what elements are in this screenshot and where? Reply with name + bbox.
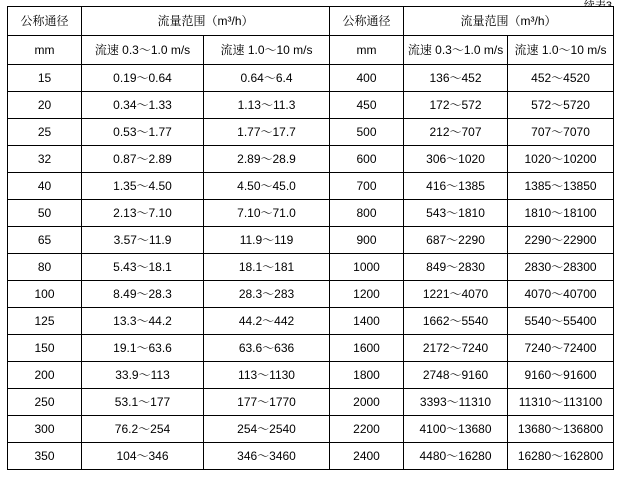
cell-flow-high-left: 346～3460 [204,443,330,470]
cell-flow-low-right: 4480～16280 [404,443,508,470]
cell-flow-low-left: 5.43～18.1 [82,254,204,281]
cell-flow-low-left: 13.3～44.2 [82,308,204,335]
cell-flow-low-left: 1.35～4.50 [82,173,204,200]
cell-diameter-right: 1400 [330,308,404,335]
cell-diameter-left: 25 [8,119,82,146]
cell-diameter-right: 2400 [330,443,404,470]
header-velocity-high-left: 流速 1.0～10 m/s [204,36,330,65]
cell-flow-low-left: 104～346 [82,443,204,470]
cell-flow-high-left: 63.6～636 [204,335,330,362]
cell-diameter-right: 400 [330,65,404,92]
cell-flow-low-right: 3393～11310 [404,389,508,416]
cell-flow-low-right: 306～1020 [404,146,508,173]
table-row [8,65,614,92]
cell-flow-low-left: 0.87～2.89 [82,146,204,173]
cell-diameter-left: 125 [8,308,82,335]
cell-flow-low-right: 2172～7240 [404,335,508,362]
cell-flow-high-left: 7.10～71.0 [204,200,330,227]
cell-diameter-right: 900 [330,227,404,254]
table-row [8,254,614,281]
cell-diameter-right: 2000 [330,389,404,416]
cell-flow-high-left: 18.1～181 [204,254,330,281]
table-row [8,308,614,335]
table-row [8,119,614,146]
header-velocity-high-right: 流速 1.0～10 m/s [508,36,614,65]
cell-flow-low-left: 19.1～63.6 [82,335,204,362]
cell-flow-high-left: 44.2～442 [204,308,330,335]
table-row [8,389,614,416]
cell-diameter-right: 600 [330,146,404,173]
cell-flow-low-right: 2748～9160 [404,362,508,389]
cell-flow-low-left: 76.2～254 [82,416,204,443]
header-flow-range-left: 流量范围（m³/h） [82,7,330,36]
table-row [8,173,614,200]
cell-diameter-left: 80 [8,254,82,281]
cell-flow-high-left: 177～1770 [204,389,330,416]
cell-diameter-left: 65 [8,227,82,254]
cell-flow-high-left: 1.77～17.7 [204,119,330,146]
header-nominal-diameter-right: 公称通径 [330,7,404,36]
table-row [8,443,614,470]
header-velocity-low-left: 流速 0.3～1.0 m/s [82,36,204,65]
table-row [8,335,614,362]
flow-range-table [7,6,614,470]
cell-flow-high-right: 11310～113100 [508,389,614,416]
table-header-row-1 [8,7,614,36]
cell-diameter-left: 32 [8,146,82,173]
table-row [8,227,614,254]
cell-flow-low-left: 0.19～0.64 [82,65,204,92]
cell-diameter-left: 150 [8,335,82,362]
cell-flow-high-right: 13680～136800 [508,416,614,443]
header-unit-mm-right: mm [330,36,404,65]
cell-flow-high-right: 1810～18100 [508,200,614,227]
cell-flow-high-left: 1.13～11.3 [204,92,330,119]
cell-flow-low-left: 0.53～1.77 [82,119,204,146]
cell-diameter-left: 200 [8,362,82,389]
cell-diameter-right: 2200 [330,416,404,443]
table-header [8,7,614,65]
header-flow-range-right: 流量范围（m³/h） [404,7,614,36]
table-row [8,200,614,227]
cell-diameter-left: 15 [8,65,82,92]
table-row [8,92,614,119]
cell-flow-high-right: 452～4520 [508,65,614,92]
cell-flow-high-left: 28.3～283 [204,281,330,308]
cell-diameter-right: 1200 [330,281,404,308]
cell-diameter-left: 50 [8,200,82,227]
cell-flow-low-right: 543～1810 [404,200,508,227]
cell-flow-low-left: 2.13～7.10 [82,200,204,227]
cell-diameter-left: 20 [8,92,82,119]
cell-flow-low-right: 1662～5540 [404,308,508,335]
cell-flow-low-left: 33.9～113 [82,362,204,389]
cell-flow-low-left: 53.1～177 [82,389,204,416]
cell-diameter-left: 40 [8,173,82,200]
cell-flow-low-right: 1221～4070 [404,281,508,308]
cell-flow-low-left: 0.34～1.33 [82,92,204,119]
cell-flow-high-left: 254～2540 [204,416,330,443]
cell-flow-high-right: 2830～28300 [508,254,614,281]
cell-flow-low-left: 3.57～11.9 [82,227,204,254]
cell-flow-high-right: 707～7070 [508,119,614,146]
cell-flow-low-right: 416～1385 [404,173,508,200]
header-velocity-low-right: 流速 0.3～1.0 m/s [404,36,508,65]
table-row [8,281,614,308]
cell-diameter-left: 350 [8,443,82,470]
cell-flow-high-right: 5540～55400 [508,308,614,335]
table-body [8,65,614,470]
cell-diameter-left: 300 [8,416,82,443]
cell-flow-high-right: 4070～40700 [508,281,614,308]
cell-diameter-right: 1600 [330,335,404,362]
cell-flow-low-right: 849～2830 [404,254,508,281]
cell-flow-low-left: 8.49～28.3 [82,281,204,308]
cell-flow-high-left: 11.9～119 [204,227,330,254]
cell-diameter-right: 1000 [330,254,404,281]
cell-flow-low-right: 172～572 [404,92,508,119]
cell-flow-low-right: 212～707 [404,119,508,146]
cell-flow-high-right: 572～5720 [508,92,614,119]
cell-diameter-left: 100 [8,281,82,308]
cell-flow-low-right: 136～452 [404,65,508,92]
header-nominal-diameter-left: 公称通径 [8,7,82,36]
cell-flow-high-right: 7240～72400 [508,335,614,362]
cell-diameter-left: 250 [8,389,82,416]
table-row [8,146,614,173]
cell-flow-high-right: 16280～162800 [508,443,614,470]
cell-flow-high-left: 0.64～6.4 [204,65,330,92]
cell-flow-high-right: 2290～22900 [508,227,614,254]
table-header-row-2 [8,36,614,65]
cell-flow-high-left: 113～1130 [204,362,330,389]
cell-diameter-right: 450 [330,92,404,119]
cell-flow-high-right: 1020～10200 [508,146,614,173]
cell-diameter-right: 1800 [330,362,404,389]
table-row [8,362,614,389]
cell-flow-high-right: 9160～91600 [508,362,614,389]
table-row [8,416,614,443]
cell-flow-low-right: 4100～13680 [404,416,508,443]
header-unit-mm-left: mm [8,36,82,65]
cell-flow-high-right: 1385～13850 [508,173,614,200]
cell-flow-high-left: 2.89～28.9 [204,146,330,173]
cell-flow-high-left: 4.50～45.0 [204,173,330,200]
cell-diameter-right: 800 [330,200,404,227]
cell-flow-low-right: 687～2290 [404,227,508,254]
cell-diameter-right: 500 [330,119,404,146]
cell-diameter-right: 700 [330,173,404,200]
